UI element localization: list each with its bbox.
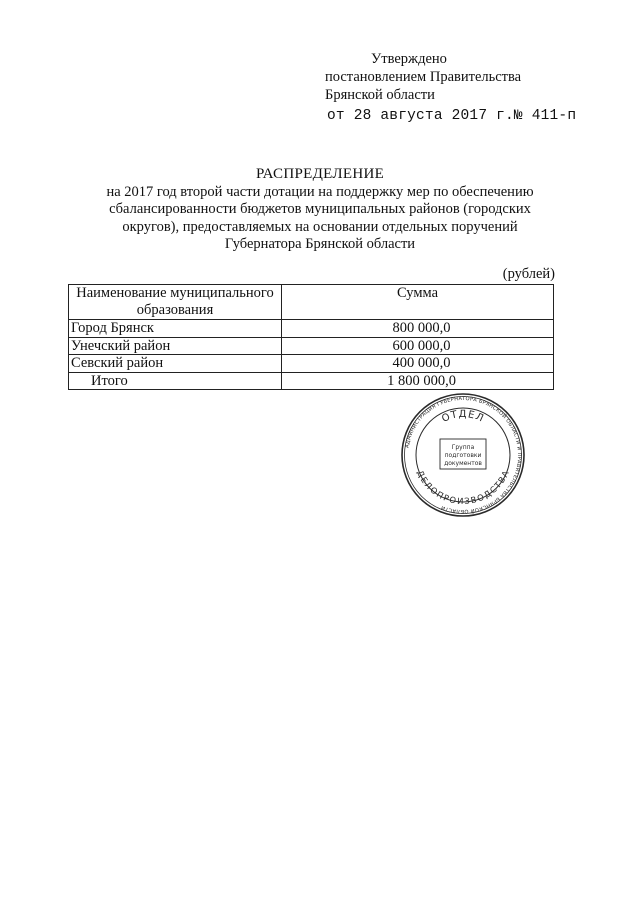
stamp-arc-bottom: ДЕЛОПРОИЗВОДСТВА bbox=[414, 468, 512, 507]
stamp-center-line-2: подготовки bbox=[444, 452, 482, 459]
stamp-center-line-3: документов bbox=[444, 460, 482, 467]
stamp-outer-text: АДМИНИСТРАЦИЯ ГУБЕРНАТОРА БРЯНСКОЙ ОБЛАСТИ И ПРАВИТЕЛЬСТВА БРЯНСКОЙ ОБЛАСТИ bbox=[404, 395, 523, 515]
stamp-arc-top: ОТДЕЛ bbox=[440, 408, 486, 425]
title-line-1: на 2017 год второй части дотации на поддержку мер по обеспечению bbox=[106, 183, 534, 200]
approval-label: Утверждено bbox=[371, 51, 447, 67]
row-amount: 400 000,0 bbox=[282, 355, 554, 373]
row-name: Севский район bbox=[69, 355, 282, 373]
approval-block bbox=[325, 50, 576, 125]
title-line-3: округов), предоставляемых на основании отдельных поручений bbox=[122, 218, 518, 235]
header-amount: Сумма bbox=[282, 285, 554, 320]
approval-region: Брянской области bbox=[325, 87, 435, 103]
row-amount: 600 000,0 bbox=[282, 337, 554, 355]
title-line-2: сбалансированности бюджетов муниципальных районов (городских bbox=[109, 201, 531, 217]
approval-authority: постановлением Правительства bbox=[325, 69, 522, 85]
stamp-center-line-1: Группа bbox=[451, 444, 475, 451]
official-stamp bbox=[400, 392, 526, 518]
document-title bbox=[60, 166, 580, 254]
table-row bbox=[69, 355, 554, 373]
title-heading: РАСПРЕДЕЛЕНИЕ bbox=[255, 166, 385, 182]
table-header-row bbox=[69, 285, 554, 320]
row-name: Унечский район bbox=[69, 337, 282, 355]
table-row bbox=[69, 337, 554, 355]
title-line-4: Губернатора Брянской области bbox=[224, 236, 416, 252]
table-row bbox=[69, 320, 554, 338]
header-municipality: Наименование муниципального образования bbox=[69, 285, 282, 320]
approval-date: от 28 августа 2017 г.№ 411-п bbox=[327, 108, 577, 124]
total-row bbox=[69, 372, 554, 390]
total-amount: 1 800 000,0 bbox=[282, 372, 554, 390]
total-label: Итого bbox=[69, 372, 282, 390]
svg-text:ОТДЕЛ bbox=[440, 409, 486, 425]
unit-note: (рублей) bbox=[502, 266, 555, 282]
row-name: Город Брянск bbox=[69, 320, 282, 338]
distribution-table bbox=[68, 284, 554, 390]
row-amount: 800 000,0 bbox=[282, 320, 554, 338]
